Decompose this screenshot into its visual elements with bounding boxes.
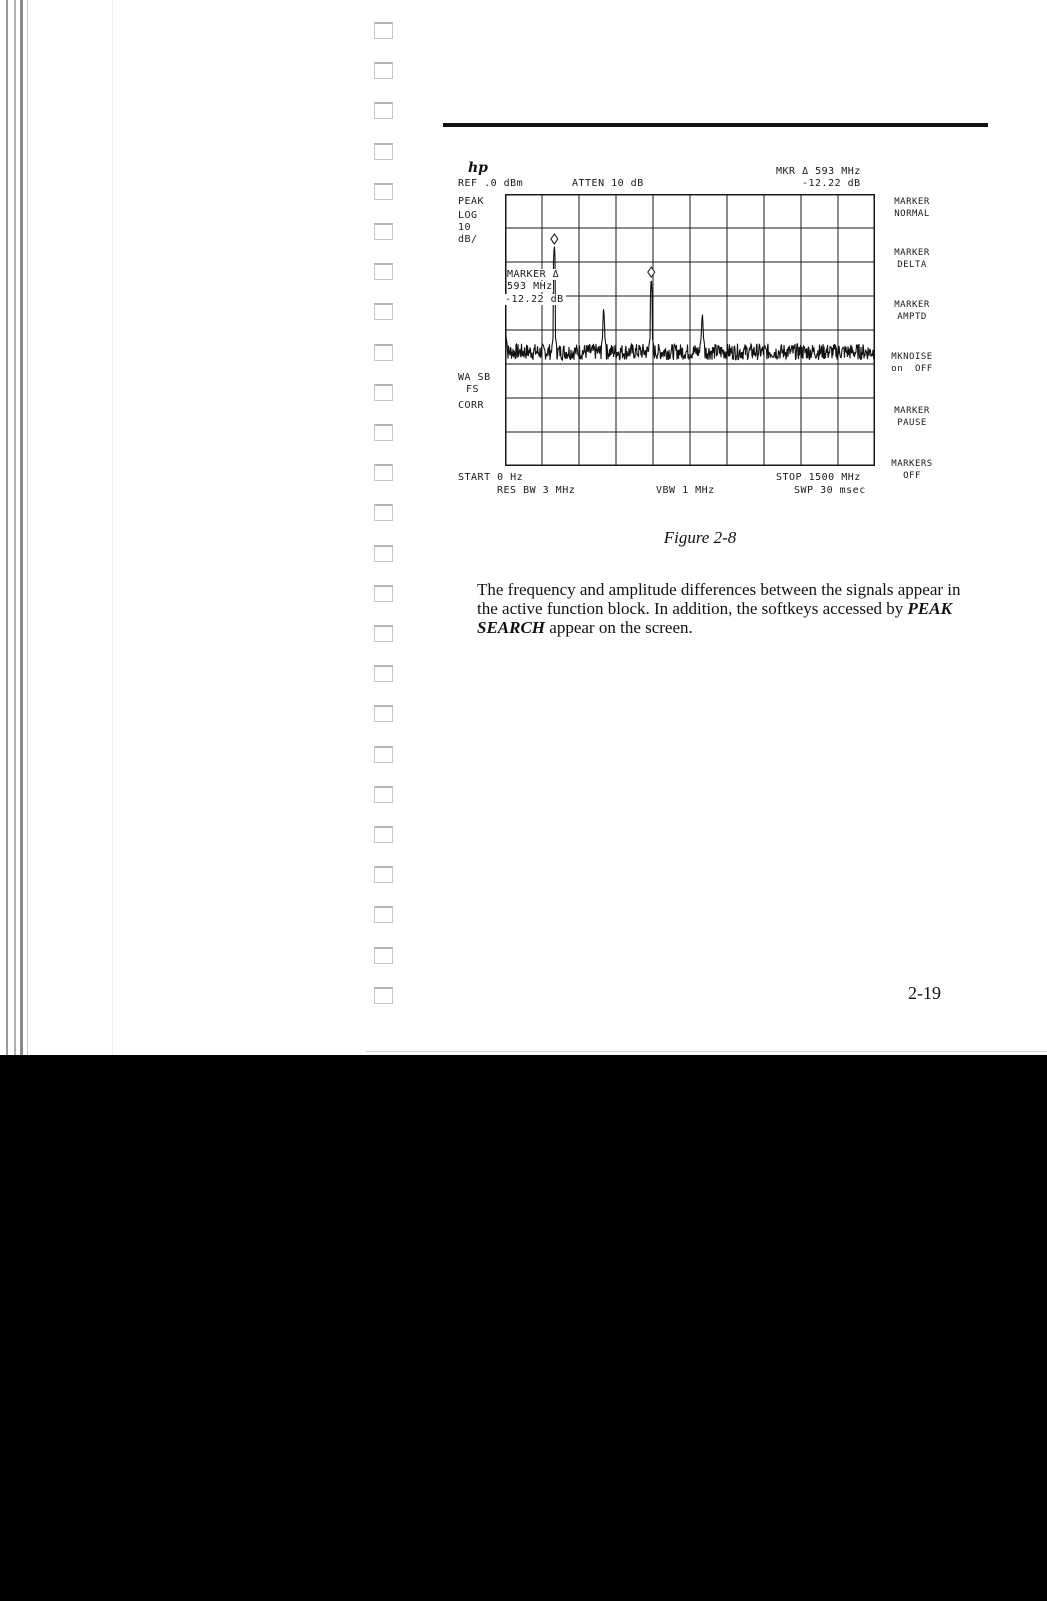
stop-frequency: STOP 1500 MHz (776, 472, 861, 483)
softkey-label: MARKERS (891, 459, 933, 469)
binder-hole (374, 22, 393, 39)
softkey-marker-pause (872, 405, 952, 429)
binder-hole (374, 625, 393, 642)
ref-level: REF .0 dBm (458, 178, 524, 189)
binder-hole (374, 303, 393, 320)
binder-hole (374, 826, 393, 843)
attenuation: ATTEN 10 dB (572, 178, 644, 189)
binder-hole (374, 344, 393, 361)
softkey-marker-amptd (872, 299, 952, 323)
page-bottom-edge (365, 1051, 1047, 1052)
binder-hole (374, 223, 393, 240)
header-rule (443, 123, 988, 127)
marker-box-line1: MARKER Δ (507, 269, 560, 280)
start-frequency: START 0 Hz (458, 472, 524, 483)
marker-readout-amplitude: -12.22 dB (802, 178, 861, 189)
scale-annotation-db-per-div: dB/ (458, 234, 478, 245)
binding-edge (6, 0, 8, 1055)
binding-edge (14, 0, 16, 1055)
binder-hole (374, 665, 393, 682)
softkey-label: MARKER (894, 406, 930, 416)
binder-hole (374, 585, 393, 602)
softkey-label: MARKER (894, 300, 930, 310)
corr-annotation: CORR (458, 400, 485, 411)
marker-readout-frequency: MKR Δ 593 MHz (776, 166, 861, 177)
binder-hole-strip (370, 0, 400, 1055)
binder-hole (374, 545, 393, 562)
graticule (505, 194, 875, 466)
binder-hole (374, 987, 393, 1004)
fs-annotation: FS (466, 384, 480, 395)
reference-marker-diamond (551, 234, 558, 244)
softkey-label: on OFF (891, 364, 933, 374)
marker-box-line3: -12.22 dB (505, 294, 564, 305)
binder-hole (374, 183, 393, 200)
softkey-label: OFF (903, 471, 921, 481)
body-text-end: appear on the screen. (545, 618, 693, 637)
scale-annotation-peak: PEAK (458, 196, 485, 207)
softkey-label: MKNOISE (891, 352, 933, 362)
softkey-label: DELTA (897, 260, 927, 270)
binder-hole (374, 947, 393, 964)
binding-edge (20, 0, 23, 1055)
binder-hole (374, 62, 393, 79)
marker-symbols (551, 234, 655, 277)
binder-hole (374, 263, 393, 280)
softkey-marker-normal (872, 196, 952, 220)
body-text-start: The frequency and amplitude differences between the signals appear in the active function block. In addition, the softkeys accessed by (477, 580, 961, 618)
binding-edge (27, 0, 28, 1055)
binder-hole (374, 464, 393, 481)
softkey-label: MARKER (894, 248, 930, 258)
spectrum-display (505, 194, 875, 466)
peak-search-key-name: PEAK SEARCH (477, 599, 952, 637)
binder-hole (374, 906, 393, 923)
sweep-time: SWP 30 msec (794, 485, 866, 496)
softkey-label: AMPTD (897, 312, 927, 322)
wa-sb-annotation: WA SB (458, 372, 491, 383)
delta-marker-diamond (648, 267, 655, 277)
marker-box-line2: 593 MHz (507, 281, 553, 292)
softkey-mknoise (872, 351, 952, 375)
video-bandwidth: VBW 1 MHz (656, 485, 715, 496)
hp-logo: hp (468, 160, 488, 176)
binding-edge (112, 0, 113, 1055)
resolution-bandwidth: RES BW 3 MHz (497, 485, 576, 496)
figure-caption: Figure 2-8 (663, 528, 737, 547)
binder-hole (374, 143, 393, 160)
binder-hole (374, 424, 393, 441)
softkey-marker-delta (872, 247, 952, 271)
binder-hole (374, 705, 393, 722)
binder-hole (374, 384, 393, 401)
binder-hole (374, 102, 393, 119)
softkey-label: NORMAL (894, 209, 930, 219)
softkey-label: PAUSE (897, 418, 927, 428)
page-number: 2-19 (908, 983, 941, 1003)
binder-hole (374, 866, 393, 883)
softkey-label: MARKER (894, 197, 930, 207)
binder-hole (374, 786, 393, 803)
softkey-markers-off (872, 458, 952, 482)
scale-annotation-log: LOG (458, 210, 478, 221)
body-paragraph (477, 580, 982, 637)
scale-annotation-10: 10 (458, 222, 472, 233)
binder-hole (374, 746, 393, 763)
binder-hole (374, 504, 393, 521)
